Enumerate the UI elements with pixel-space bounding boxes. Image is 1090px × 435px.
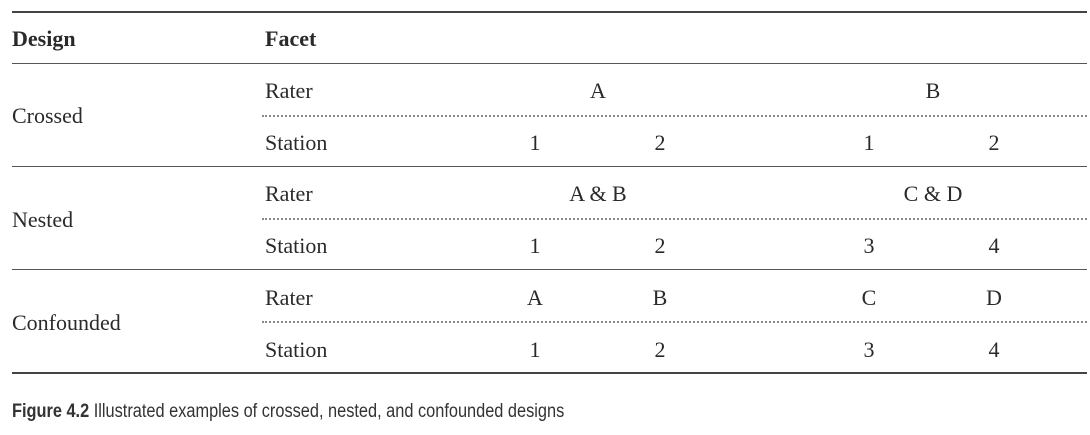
- facet-label-rater: Rater: [265, 285, 313, 310]
- table-top-rule: [12, 11, 1087, 13]
- rater-value: D: [986, 285, 1002, 310]
- column-header-facet: Facet: [265, 26, 317, 51]
- row-divider: [12, 269, 1087, 270]
- rater-value: C: [861, 285, 877, 310]
- station-value: 1: [863, 130, 875, 155]
- facet-label-station: Station: [265, 130, 328, 155]
- station-value: 4: [988, 233, 1000, 258]
- header-rule: [12, 63, 1087, 64]
- station-value: 1: [529, 337, 541, 362]
- rater-value: A: [527, 285, 543, 310]
- rater-value: C & D: [903, 181, 963, 206]
- figure-caption-text: Illustrated examples of crossed, nested, and confounded designs: [93, 401, 565, 422]
- station-value: 2: [654, 130, 666, 155]
- rater-value: B: [925, 78, 941, 103]
- dotted-divider: [262, 218, 1087, 220]
- design-label-confounded: Confounded: [12, 310, 121, 335]
- station-value: 1: [529, 233, 541, 258]
- station-value: 2: [654, 337, 666, 362]
- dotted-divider: [262, 321, 1087, 323]
- figure-label: Figure 4.2: [12, 401, 90, 422]
- station-value: 4: [988, 337, 1000, 362]
- facet-label-rater: Rater: [265, 181, 313, 206]
- facet-label-rater: Rater: [265, 78, 313, 103]
- rater-value: B: [652, 285, 668, 310]
- design-label-nested: Nested: [12, 207, 74, 232]
- station-value: 1: [529, 130, 541, 155]
- column-header-design: Design: [12, 26, 76, 51]
- facet-label-station: Station: [265, 233, 328, 258]
- rater-value: A: [590, 78, 606, 103]
- station-value: 3: [863, 337, 875, 362]
- facet-label-station: Station: [265, 337, 328, 362]
- rater-value: A & B: [569, 181, 627, 206]
- station-value: 3: [863, 233, 875, 258]
- table-bottom-rule: [12, 372, 1087, 374]
- row-divider: [12, 166, 1087, 167]
- station-value: 2: [654, 233, 666, 258]
- design-label-crossed: Crossed: [12, 103, 83, 128]
- station-value: 2: [988, 130, 1000, 155]
- figure-caption: [12, 400, 564, 424]
- dotted-divider: [262, 115, 1087, 117]
